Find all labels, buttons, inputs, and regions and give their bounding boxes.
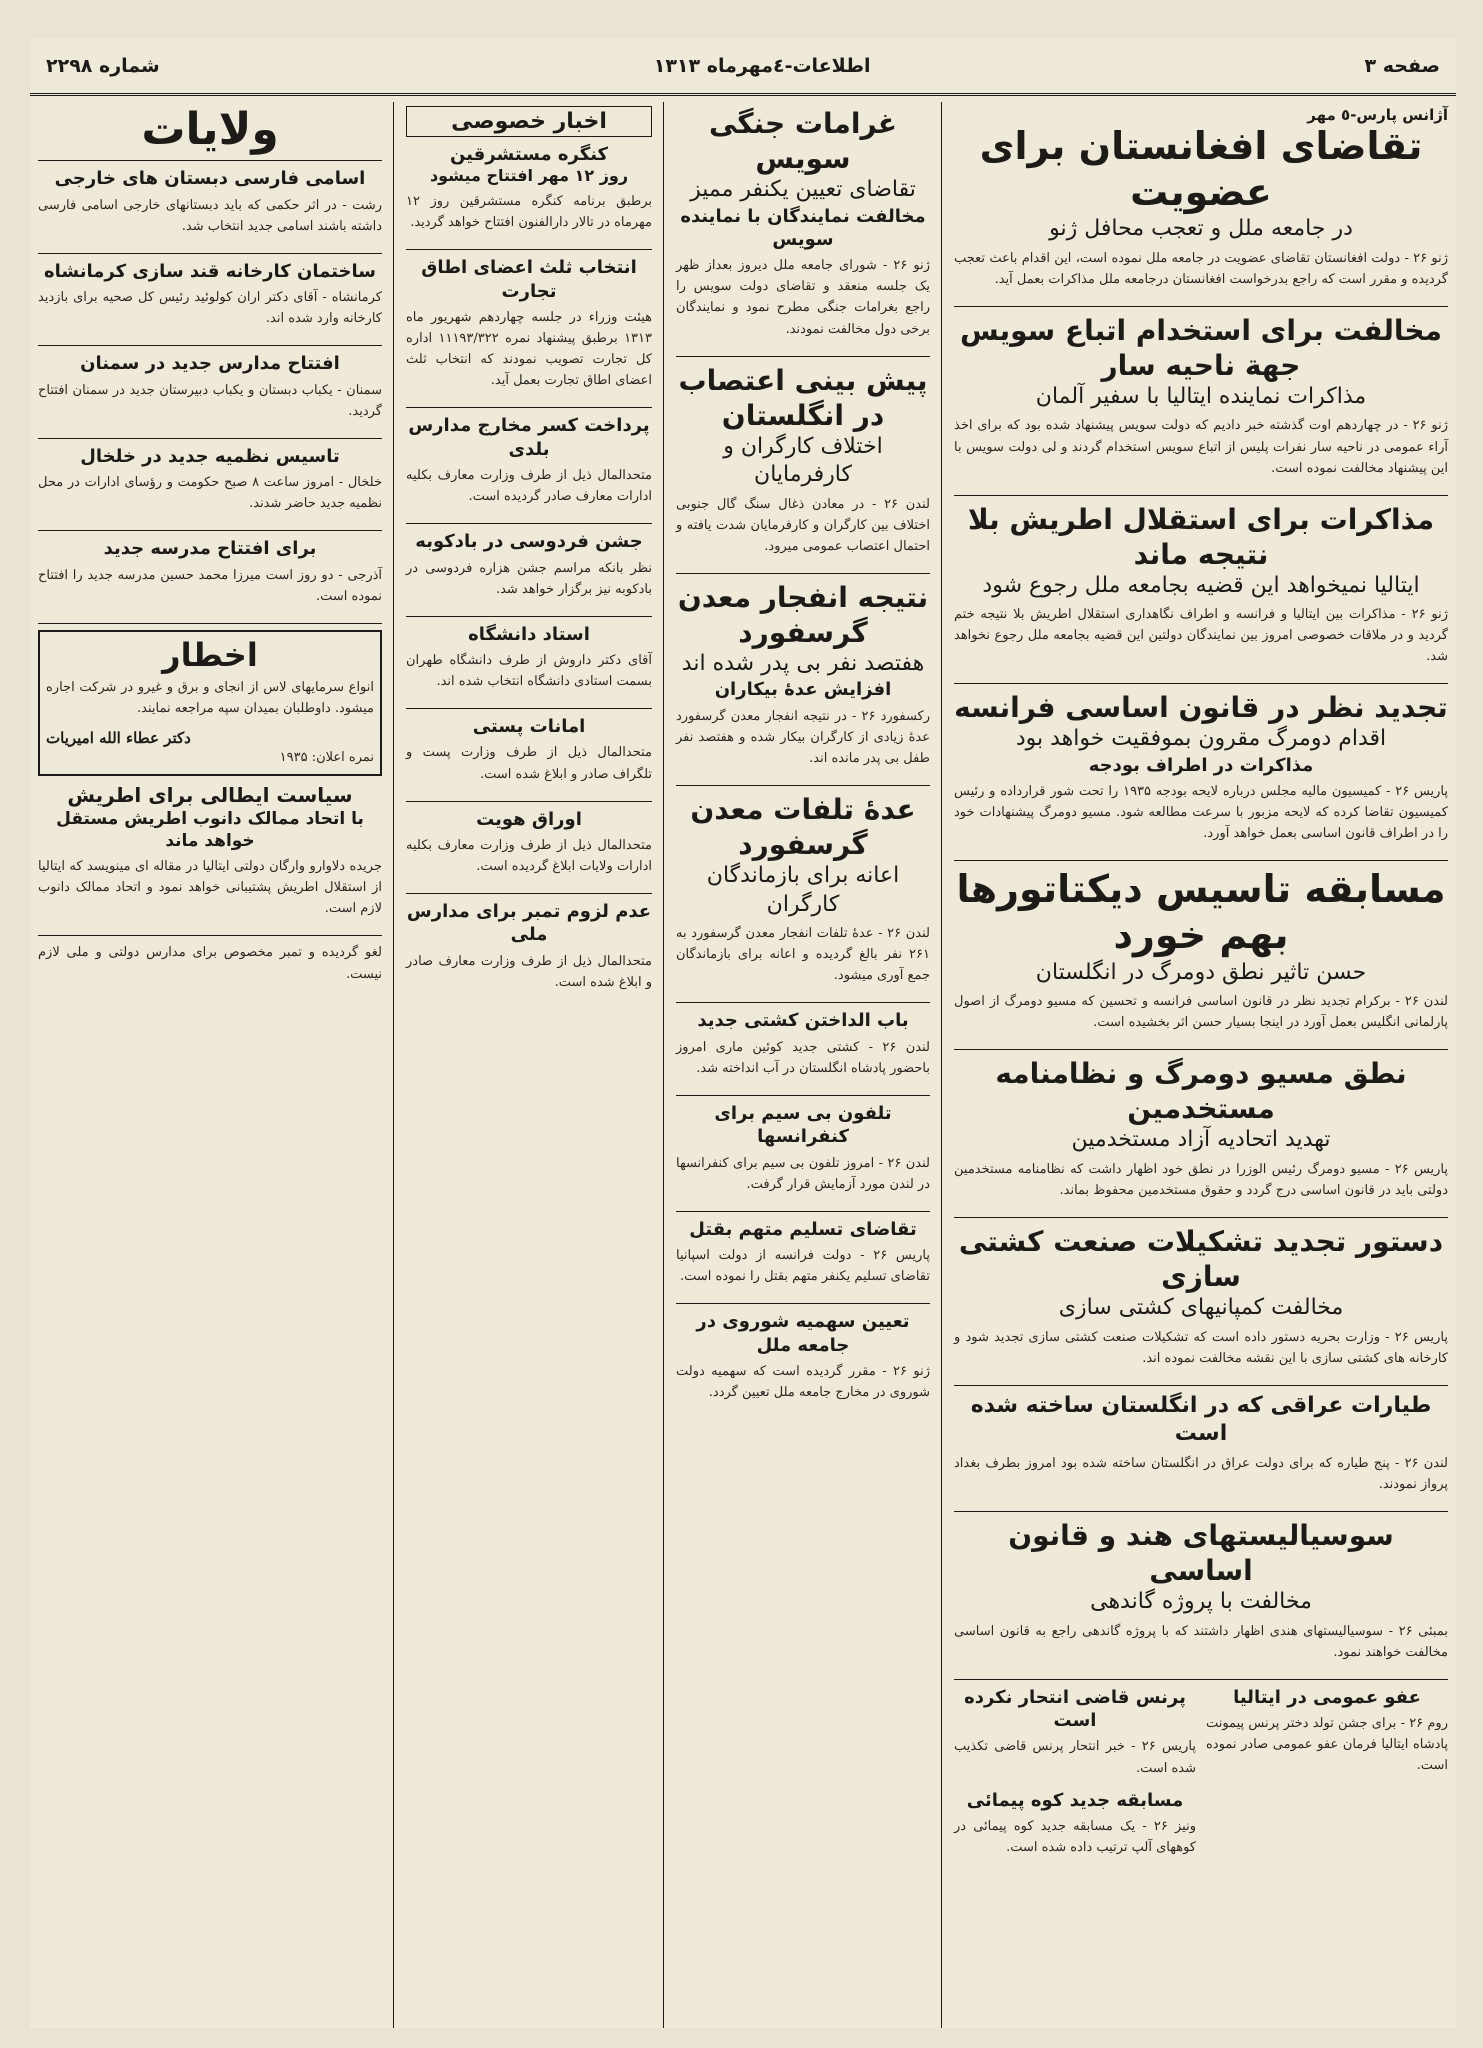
headline: دستور تجدید تشکیلات صنعت کشتی سازی [958, 1225, 1444, 1294]
section-title: تعیین سهمیه شوروی در جامعه ملل [696, 1311, 910, 1356]
article-body: ژنو ۲۶ - شورای جامعه ملل دیروز بعداز ظهر یک جلسه منعقد و تقاضای دولت سویس را راجع بغرامات جنگی مطرح نمود و نمایندگان برخی دول مخالفت نمودند. [676, 258, 930, 337]
article-body: پاریس ۲۶ - خبر انتحار پرنس قاضی تکذیب شده است. [954, 1739, 1197, 1776]
subheadline: اعانه برای بازماندگان کارگران [706, 863, 900, 917]
subheadline: در جامعه ملل و تعجب محافل ژنو [1049, 216, 1353, 242]
subheadline: حسن تاثیر نطق دومرگ در انگلستان [1035, 959, 1367, 985]
article-body: پاریس ۲۶ - مسیو دومرگ رئیس الوزرا در نطق خود اظهار داشت که نظامنامه مستخدمین دولتی باید در قانون اساسی درج گردد و حقوق مستخدمین محفوظ بماند. [954, 1161, 1448, 1198]
section-header: اخبار خصوصی [406, 106, 652, 137]
article-india-socialists [954, 1518, 1448, 1680]
headline: افتتاح مدارس جدید در سمنان [80, 353, 340, 375]
article-body: لندن ۲۶ - پنج طیاره که برای دولت عراق در انگلستان ساخته شده بود امروز بطرف بغداد پرواز نمودند. [954, 1455, 1448, 1492]
masthead [30, 38, 1456, 96]
article-body: بمبئی ۲۶ - سوسیالیستهای هندی اظهار داشتند که با پروژه گاندهی راجع به قانون اساسی مخالفت خواهند نمود. [954, 1623, 1448, 1660]
headline: عدۀ تلفات معدن گرسفورد [690, 793, 916, 862]
headline: امانات پستی [472, 716, 586, 738]
headline: عدم لزوم تمبر برای مدارس ملی [406, 901, 652, 946]
article-continued [38, 942, 382, 984]
issue-number: شماره ۲۲۹۸ [46, 54, 160, 77]
headline: پرنس قاضی انتحار نکرده است [964, 1686, 1186, 1732]
article-orientalists [406, 143, 652, 250]
newspaper-page [30, 38, 1456, 2028]
article-body: متحدالمال ذیل از طرف وزارت معارف بکلیه ادارات ولایات ابلاغ گردیده است. [406, 837, 652, 875]
headline: پیش بینی اعتصاب در انگلستان [678, 363, 928, 432]
article-chamber-commerce [406, 256, 652, 408]
article-shipbuilding [954, 1224, 1448, 1386]
article-body: نظر بانکه مراسم جشن هزاره فردوسی در بادکوبه نیز برگزار خواهد شد. [406, 560, 652, 597]
headline: مذاکرات برای استقلال اطریش بلا نتیجه ماند [967, 502, 1435, 571]
headline: ساختمان کارخانه قند سازی کرمانشاه [44, 260, 376, 282]
article-body: جریده دلاوارو وارگان دولتی ایتالیا در مقاله ای مینویسد که ایتالیا از استقلال اطریش پشتیبانی خواهد نمود و اتحاد ممالک دانوب لازم است. [38, 859, 382, 917]
section-title: مخالفت نمایندگان با نماینده سویس [680, 205, 926, 250]
notice-signature: دکتر عطاء الله امیریات [46, 729, 191, 748]
agency-label: آژانس پارس-٥ مهر [1307, 106, 1448, 124]
notice-number: نمره اعلان: ۱۹۳۵ [279, 750, 374, 766]
section-title: افزایش عدۀ بیکاران [714, 679, 892, 701]
headline: نتیجه انفجار معدن گرسفورد [677, 580, 929, 649]
subheadline: مذاکرات نماینده ایتالیا با سفیر آلمان [1035, 383, 1367, 409]
headline: طیارات عراقی که در انگلستان ساخته شده است [970, 1392, 1432, 1447]
subheadline: مخالفت با پروژه گاندهی [1090, 1589, 1312, 1614]
article-body: لندن ۲۶ - کشتی جدید کوئین ماری امروز باحضور پادشاه انگلستان در آب انداخته شد. [676, 1039, 931, 1076]
notice-title: اخطار [162, 635, 258, 674]
article-body: متحدالمال ذیل از طرف وزارت معارف صادر و ابلاغ شده است. [406, 953, 652, 990]
column-rule [393, 102, 394, 2028]
article-body: سمنان - یکباب دبستان و یکباب دبیرستان جدید در سمنان افتتاح گردید. [38, 382, 382, 419]
article-italy-austria [38, 782, 382, 936]
provinces-item-3 [38, 445, 382, 531]
article-id-papers [406, 808, 652, 894]
article-swiss-reparations [676, 106, 930, 357]
headline: سیاست ایطالی برای اطریش [67, 783, 353, 808]
headline: تاسیس نظمیه جدید در خلخال [80, 445, 340, 467]
article-body: هیئت وزراء در جلسه چهاردهم شهریور ماه ۱۳۱۳ برطبق پیشنهاد نمره ۱۱۱۹۳/۳۲۲ اداره کل تجارت تصویب نمودند که انتخاب ثلث اعضای اطاق تجارت بعمل آید. [406, 310, 652, 389]
article-body: آقای دکتر داروش از طرف دانشگاه طهران بسمت استادی دانشگاه انتخاب شده اند. [406, 653, 652, 690]
article-body: رکسفورد ۲۶ - در نتیجه انفجار معدن گرسفورد عدۀ زیادی از کارگران بیکار شده و هفتصد نفر طفل بی پدر مانده اند. [676, 708, 931, 766]
headline: غرامات جنگی سویس [708, 107, 898, 175]
section-title: تلفون بی سیم برای کنفرانسها [714, 1102, 892, 1148]
article-afghanistan [954, 124, 1448, 307]
article-body: متحدالمال ذیل از طرف وزارت معارف بکلیه ادارات معارف صادر گردیده است. [406, 468, 652, 505]
section-title: تقاضای تسلیم متهم بقتل [689, 1218, 917, 1240]
headline: اسامی فارسی دبستان های خارجی [54, 168, 366, 190]
article-extradition [676, 1218, 930, 1304]
article-body: برطبق برنامه کنگره مستشرقین روز ۱۲ مهرماه در تالار دارالفنون افتتاح خواهد گردید. [406, 194, 652, 231]
headline: کنگره مستشرقین [449, 144, 609, 165]
notice-body: انواع سرمایهای لاس از انجای و برق و غیرو در شرکت اجاره میشود. داوطلبان بمیدان سپه مراجعه نمایند. [46, 680, 374, 717]
section-provinces-title: ولایات [38, 106, 382, 161]
provinces-item-4 [38, 537, 382, 623]
headline: مخالفت برای استخدام اتباع سویس جهة ناحیه سار [960, 313, 1442, 382]
headline: جشن فردوسی در بادکوبه [415, 531, 643, 553]
article-body: لندن ۲۶ - برکرام تجدید نظر در قانون اساسی فرانسه و تحسین که مسیو دومرگ از اصول پارلمانی انگلیس بعمل آورد در اینجا بسیار حسن اثر بخشیده است. [954, 994, 1449, 1031]
article-stamp [406, 900, 652, 993]
article-iraqi-planes [954, 1392, 1448, 1512]
column-left [30, 102, 390, 2028]
article-body: روم ۲۶ - برای جشن تولد دختر پرنس پیمونت پادشاه ایتالیا فرمان عفو عمومی صادر نموده است. [1206, 1716, 1448, 1774]
column-3 [398, 102, 660, 2028]
article-body: ونیز ۲۶ - یک مسابقه جدید کوه پیمائی در کوههای آلپ ترتیب داده شده است. [954, 1818, 1196, 1855]
brief-prince [954, 1686, 1196, 1868]
article-civil-servants [954, 1056, 1448, 1218]
headline: اوراق هویت [476, 808, 582, 830]
subheadline: مخالفت کمپانیهای کشتی سازی [1058, 1295, 1344, 1321]
article-austria [954, 502, 1448, 685]
article-body: پاریس ۲۶ - وزارت بحریه دستور داده است که تشکیلات صنعت کشتی سازی تجدید شود و کارخانه های کشتی سازی با این نقشه مخالفت نموده اند. [954, 1329, 1448, 1366]
column-2 [668, 102, 938, 2028]
provinces-item-2 [38, 352, 382, 438]
paper-date: اطلاعات-٤مهرماه ۱۳۱۳ [653, 54, 871, 77]
headline: عفو عمومی در ایتالیا [1233, 1686, 1421, 1708]
subheadline: ایتالیا نمیخواهد این قضیه بجامعه ملل رجوع شود [982, 572, 1420, 598]
article-body: خلخال - امروز ساعت ۸ صبح حکومت و رؤسای ادارات در محل نظمیه جدید حاضر شدند. [38, 475, 382, 512]
brief-amnesty [1206, 1686, 1448, 1868]
article-body: لندن ۲۶ - امروز تلفون بی سیم برای کنفرانسها در لندن مورد آزمایش قرار گرفت. [676, 1155, 930, 1192]
article-body: لندن ۲۶ - در معادن ذغال سنگ گال جنوبی اختلاف بین کارگران و کارفرمایان شدت یافته و احتمال اعتصاب عمومی میرود. [676, 496, 931, 554]
subheadline: اقدام دومرگ مقرون بموفقیت خواهد بود [1015, 726, 1387, 752]
article-ferdowsi [406, 530, 652, 616]
article-body: ژنو ۲۶ - دولت افغانستان تقاضای عضویت در جامعه ملل نموده است، این اقدام باعث تعجب گردیده و مقرر است که راجع بدرخواست افغانستان درجامعه ملل مذاکرات بعمل آید. [954, 250, 1448, 287]
article-dictators [954, 867, 1448, 1050]
article-professor [406, 623, 652, 709]
subheadline: روز ۱۲ مهر افتتاح میشود [429, 166, 629, 186]
page-number: صفحه ۳ [1364, 54, 1440, 77]
provinces-item-0 [38, 167, 382, 253]
column-rule [663, 102, 664, 2028]
subheadline: اختلاف کارگران و کارفرمایان [723, 433, 883, 488]
headline: انتخاب ثلث اعضای اطاق تجارت [421, 257, 637, 302]
headline: برای افتتاح مدرسه جدید [103, 538, 317, 560]
headline: سوسیالیستهای هند و قانون اساسی [1008, 1519, 1394, 1587]
article-soviet-quota [676, 1310, 930, 1403]
article-wireless-phone [676, 1102, 930, 1212]
article-gresford-casualties [676, 792, 930, 1003]
article-body: لندن ۲۶ - عدۀ تلفات انفجار معدن گرسفورد به ۲۶۱ نفر بالغ گردیده و اعانه برای بازماندگان جمع آوری میشود. [676, 926, 930, 984]
headline: مسابقه تاسیس دیکتاتورها بهم خورد [956, 867, 1446, 958]
column-rule [941, 102, 942, 2028]
article-ship-launch [676, 1009, 930, 1095]
article-schools-budget [406, 414, 652, 524]
article-body: رشت - در اثر حکمی که باید دبستانهای خارجی اسامی فارسی داشته باشند اسامی جدید انتخاب شد. [38, 197, 382, 234]
article-france-constitution [954, 690, 1448, 861]
column-right [946, 102, 1456, 2028]
article-saar [954, 313, 1448, 496]
provinces-item-1 [38, 260, 382, 346]
article-gresford [676, 580, 930, 786]
article-body: کرمانشاه - آقای دکتر اران کولوئید رئیس کل صحیه برای بازدید کارخانه وارد شده اند. [38, 290, 382, 327]
headline: پرداخت کسر مخارج مدارس بلدی [408, 415, 650, 460]
subheadline: تهدید اتحادیه آزاد مستخدمین [1071, 1127, 1331, 1153]
notice-box [38, 630, 382, 776]
section-title: باب الداختن کشتی جدید [697, 1010, 909, 1032]
bottom-briefs [954, 1686, 1448, 1868]
section-title: مذاکرات در اطراف بودجه [1088, 754, 1314, 776]
subheadline: هفتصد نفر بی پدر شده اند [681, 650, 925, 676]
subheadline: تقاضای تعیین یکنفر ممیز [690, 177, 916, 202]
article-body: ژنو ۲۶ - مقرر گردیده است که سهمیه دولت شوروی در مخارج جامعه ملل تعیین گردد. [676, 1363, 930, 1401]
headline: تقاضای افغانستان برای عضویت [979, 124, 1423, 214]
article-body: پاریس ۲۶ - کمیسیون مالیه مجلس درباره لایحه بودجه ۱۹۳۵ را تحت شور قرارداده و رئیس کمیسیون تقاضا کرده که لایحه مزبور با سرعت مطالعه شود. مسیو دومرگ پیشنهادات خود را در اطراف قانون اساسی بعمل خواهد آورد. [954, 784, 1448, 842]
headline: نطق مسیو دومرگ و نظامنامه مستخدمین [995, 1057, 1407, 1126]
article-body: ژنو ۲۶ - مذاکرات بین ایتالیا و فرانسه و اطراف نگاهداری استقلال اطریش بلا نتیجه ختم گردید و در ملاقات خصوصی امروز بین نمایندگان دولتین این قضیه بجامعه ملل رجوع نخواهد شد. [954, 607, 1448, 665]
article-body: لغو گردیده و تمبر مخصوص برای مدارس دولتی و ملی لازم نیست. [38, 945, 382, 982]
headline: استاد دانشگاه [468, 623, 590, 645]
subheadline: با اتحاد ممالک دانوب اطریش مستقل خواهد ماند [56, 809, 364, 852]
article-body: ژنو ۲۶ - در چهاردهم اوت گذشته خبر دادیم که دولت سویس پیشنهاد شده بود که برای اخذ آراء عمومی در ناحیه سار نفرات پلیس از اتباع سویس استخدام گردند و لی دولت سویس با این پیشنهاد مخالفت نموده است. [954, 418, 1448, 476]
article-body: آذرجی - دو روز است میرزا محمد حسین مدرسه جدید را افتتاح نموده است. [38, 567, 382, 604]
headline: مسابقه جدید کوه پیمائی [966, 1789, 1184, 1811]
article-body: متحدالمال ذیل از طرف وزارت پست و تلگراف صادر و ابلاغ شده است. [406, 745, 652, 782]
article-post [406, 715, 652, 801]
headline: تجدید نظر در قانون اساسی فرانسه [954, 691, 1448, 725]
article-body: پاریس ۲۶ - دولت فرانسه از دولت اسپانیا تقاضای تسلیم یکنفر متهم بقتل را نموده است. [676, 1248, 930, 1285]
article-strike [676, 363, 930, 574]
